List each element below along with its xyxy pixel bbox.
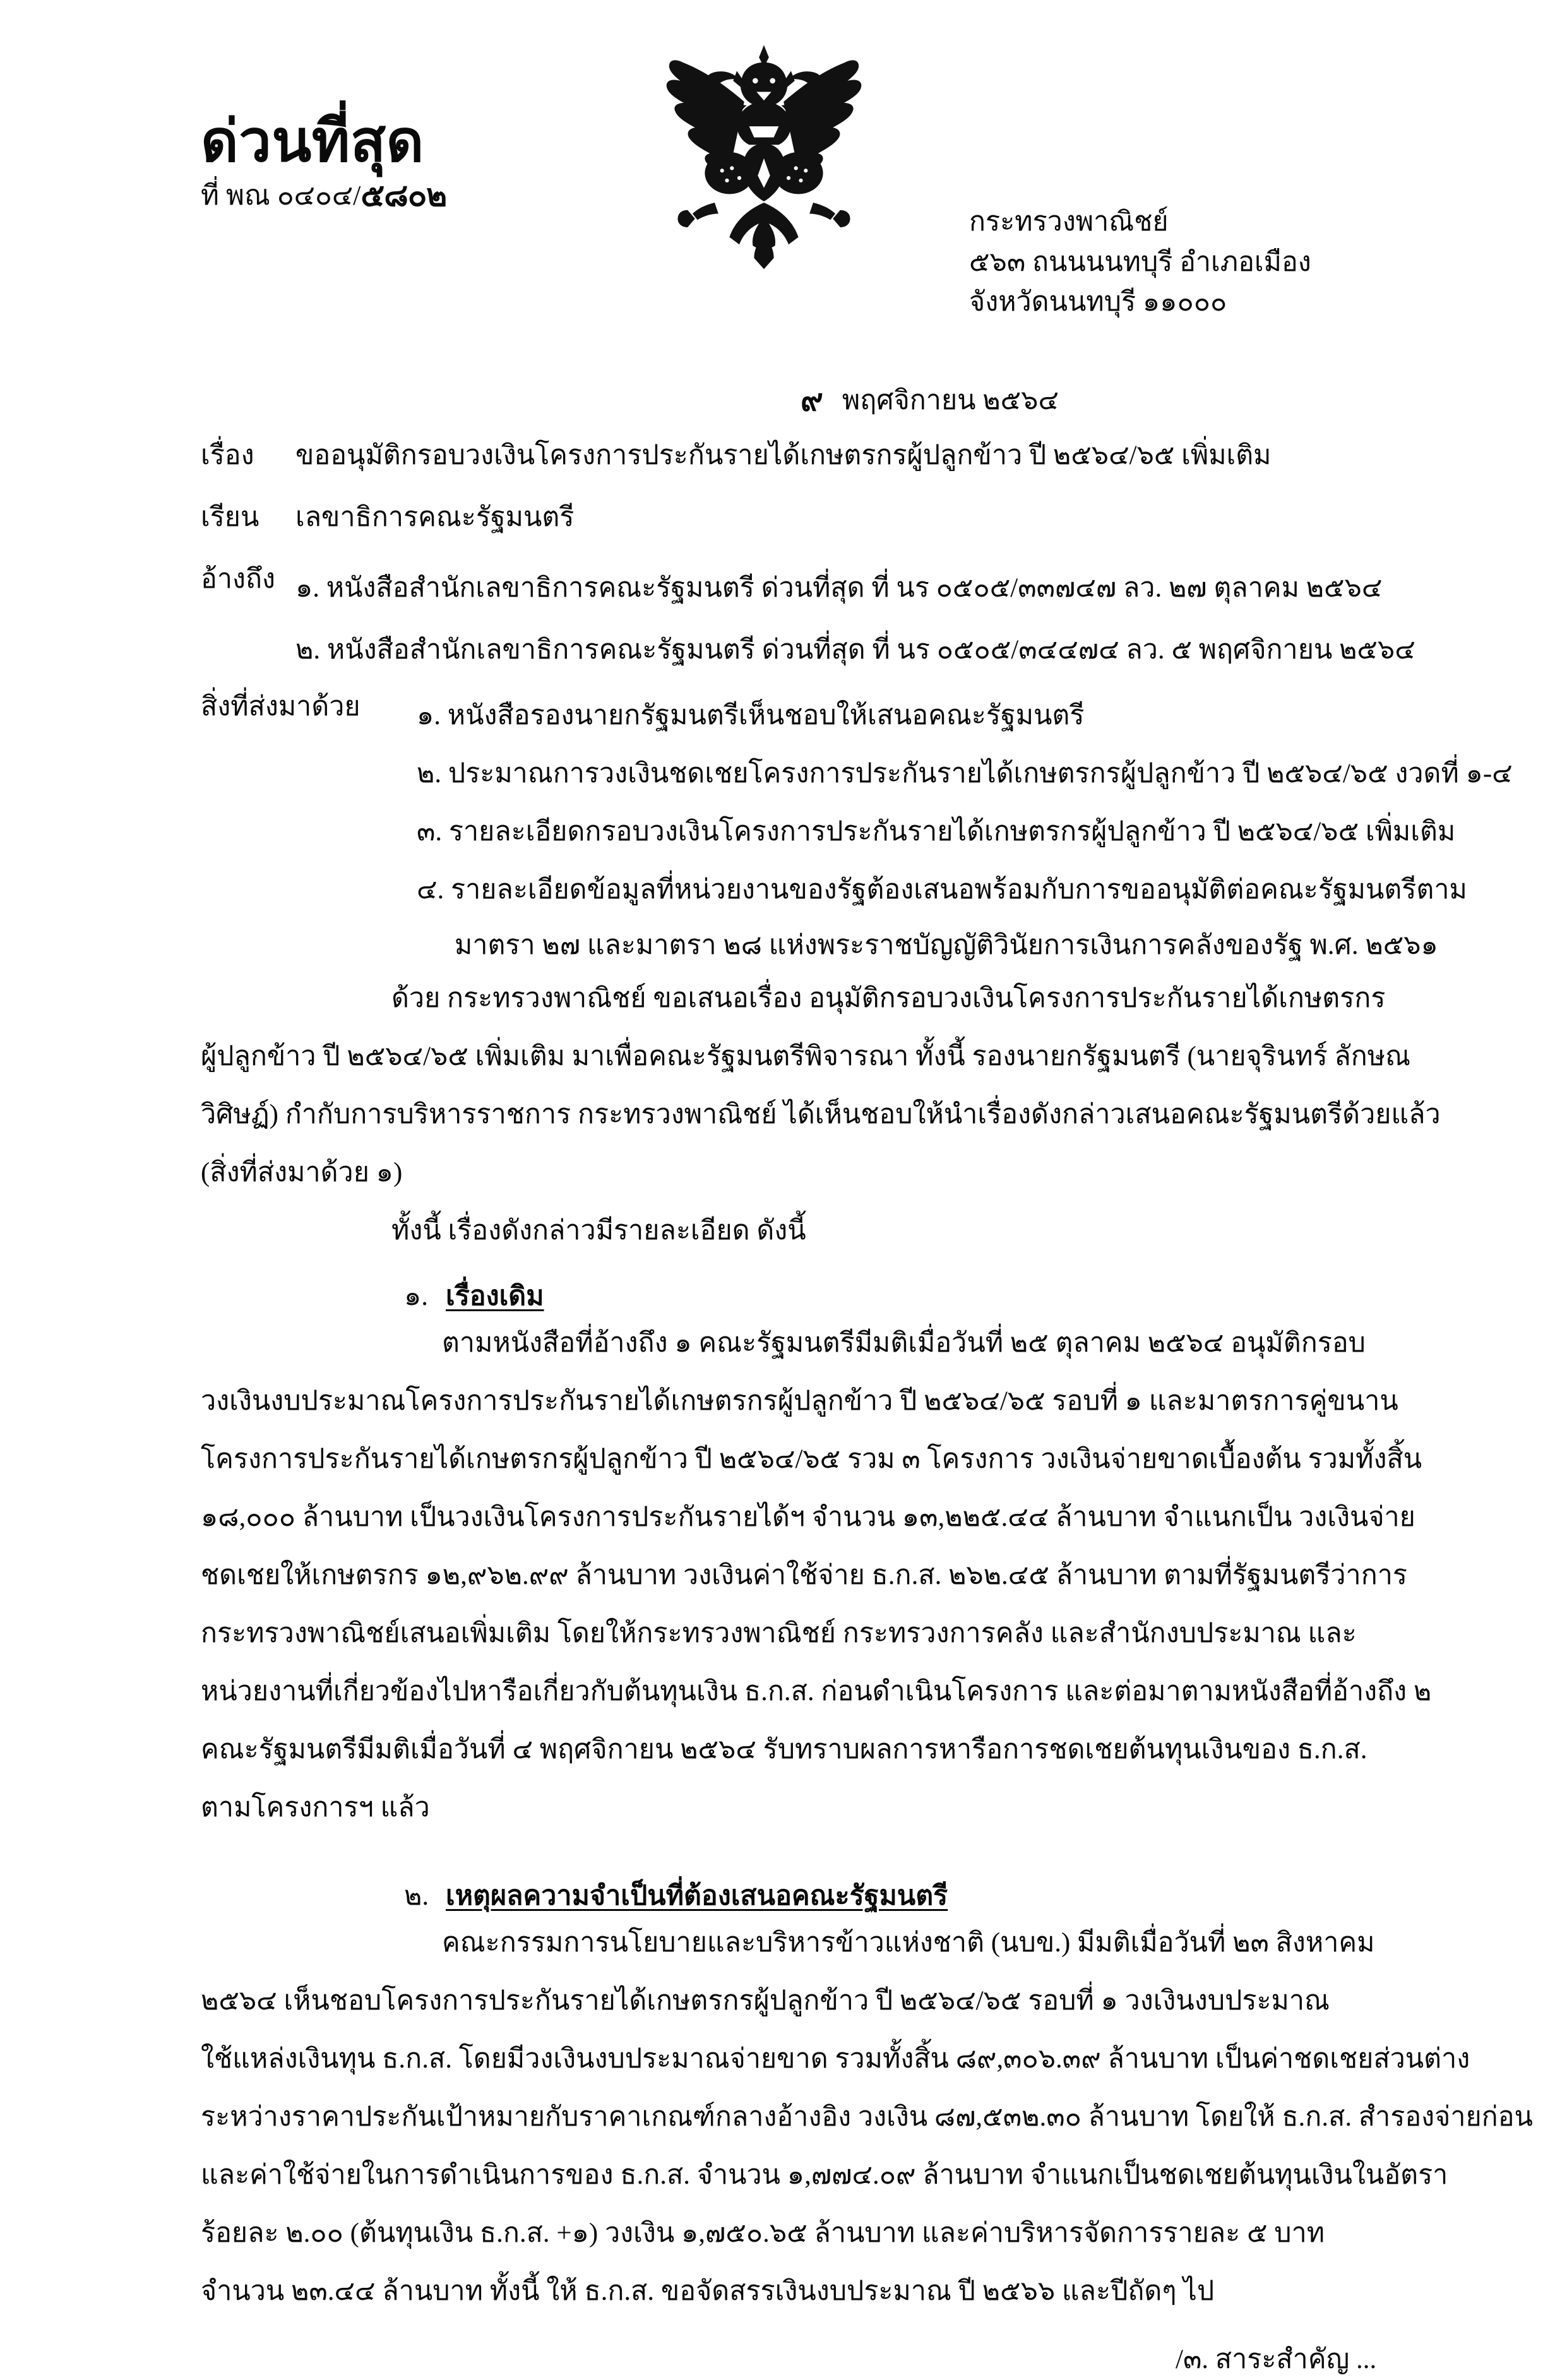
section-title: เรื่องเดิม [446,1282,544,1311]
section1-line: ชดเชยให้เกษตรกร ๑๒,๙๖๒.๙๙ ล้านบาท วงเงินค่าใช้จ่าย ธ.ก.ส. ๒๖๒.๔๕ ล้านบาท ตามที่รัฐมนตรีว่าการ [201,1561,1407,1590]
section-number: ๒. [404,1881,429,1911]
attachment-item: ๒. ประมาณการวงเงินชดเชยโครงการประกันรายได้เกษตรกรผู้ปลูกข้าว ปี ๒๕๖๔/๖๕ งวดที่ ๑-๔ [417,759,1513,788]
section2-line: ๒๕๖๔ เห็นชอบโครงการประกันรายได้เกษตรกรผู้ปลูกข้าว ปี ๒๕๖๔/๖๕ รอบที่ ๑ วงเงินงบประมาณ [201,1986,1330,2016]
section2-line: จำนวน ๒๓.๔๔ ล้านบาท ทั้งนี้ ให้ ธ.ก.ส. ขอจัดสรรเงินงบประมาณ ปี ๒๕๖๖ และปีถัดๆ ไป [201,2276,1215,2306]
document-date [801,374,1059,423]
section-heading-1 [404,1274,544,1317]
intro-line: ด้วย กระทรวงพาณิชย์ ขอเสนอเรื่อง อนุมัติกรอบวงเงินโครงการประกันรายได้เกษตรกร [391,984,1386,1013]
section2-line: คณะกรรมการนโยบายและบริหารข้าวแห่งชาติ (นบข.) มีมติเมื่อวันที่ ๒๓ สิงหาคม [442,1928,1375,1958]
attachments-label: สิ่งที่ส่งมาด้วย [201,692,360,722]
sender-address [969,202,1311,323]
section2-line: ร้อยละ ๒.๐๐ (ต้นทุนเงิน ธ.ก.ส. +๑) วงเงิน ๑,๗๕๐.๖๕ ล้านบาท และค่าบริหารจัดการรายละ ๕ บาท [201,2218,1325,2248]
references-label: อ้างถึง [201,564,275,594]
subject-row [201,442,1272,469]
intro-line: ผู้ปลูกข้าว ปี ๒๕๖๔/๖๕ เพิ่มเติม มาเพื่อคณะรัฐมนตรีพิจารณา ทั้งนี้ รองนายกรัฐมนตรี (นายจุรินทร์ ลักษณ [201,1042,1411,1071]
section1-line: ตามหนังสือที่อ้างถึง ๑ คณะรัฐมนตรีมีมติเมื่อวันที่ ๒๕ ตุลาคม ๒๕๖๔ อนุมัติกรอบ [442,1328,1366,1358]
address-street: ๕๖๓ ถนนนนทบุรี อำเภอเมือง [969,247,1311,277]
section1-line: ตามโครงการฯ แล้ว [201,1793,430,1823]
reference-item: ๒. หนังสือสำนักเลขาธิการคณะรัฐมนตรี ด่วนที่สุด ที่ นร ๐๕๐๕/๓๔๔๗๔ ลว. ๕ พฤศจิกายน ๒๕๖๔ [295,635,1415,665]
document-number [201,176,605,212]
intro-line: (สิ่งที่ส่งมาด้วย ๑) [201,1158,403,1187]
section1-line: กระทรวงพาณิชย์เสนอเพิ่มเติม โดยให้กระทรวงพาณิชย์ กระทรวงการคลัง และสำนักงบประมาณ และ [201,1619,1357,1648]
attachment-item: ๓. รายละเอียดกรอบวงเงินโครงการประกันรายได้เกษตรกรผู้ปลูกข้าว ปี ๒๕๖๔/๖๕ เพิ่มเติม [417,817,1456,847]
recipient-value: เลขาธิการคณะรัฐมนตรี [295,503,575,532]
section2-line: ใช้แหล่งเงินทุน ธ.ก.ส. โดยมีวงเงินงบประมาณจ่ายขาด รวมทั้งสิ้น ๘๙,๓๐๖.๓๙ ล้านบาท เป็นค่าชดเชยส่วนต่าง [201,2044,1470,2074]
attachment-item-continued: มาตรา ๒๗ และมาตรา ๒๘ แห่งพระราชบัญญัติวินัยการเงินการคลังของรัฐ พ.ศ. ๒๕๖๑ [455,931,1438,960]
recipient-row [201,504,574,531]
page-catchword: /๓. สาระสำคัญ ... [1176,2345,1377,2374]
intro-line: วิศิษฏ์) กำกับการบริหารราชการ กระทรวงพาณิชย์ ได้เห็นชอบให้นำเรื่องดังกล่าวเสนอคณะรัฐมนตรีด้วยแล้ว [201,1100,1441,1129]
document-number-prefix: ที่ พณ ๐๔๐๔/ [201,179,361,211]
section2-line: ระหว่างราคาประกันเป้าหมายกับราคาเกณฑ์กลางอ้างอิง วงเงิน ๘๗,๕๓๒.๓๐ ล้านบาท โดยให้ ธ.ก.ส. สำรองจ่ายก่อน [201,2102,1533,2132]
address-ministry: กระทรวงพาณิชย์ [969,207,1169,237]
garuda-emblem [638,30,890,277]
section1-line: คณะรัฐมนตรีมีมติเมื่อวันที่ ๔ พฤศจิกายน ๒๕๖๔ รับทราบผลการหารือการชดเชยต้นทุนเงินของ ธ.ก.ส. [201,1735,1367,1764]
urgency-label: ด่วนที่สุด [201,109,424,174]
section-heading-2 [404,1874,948,1917]
date-month-year: พฤศจิกายน ๒๕๖๔ [842,386,1059,415]
section1-line: วงเงินงบประมาณโครงการประกันรายได้เกษตรกรผู้ปลูกข้าว ปี ๒๕๖๔/๖๕ รอบที่ ๑ และมาตรการคู่ขนาน [201,1386,1398,1416]
document-number-value: ๕๘๐๒ [360,176,447,213]
section-number: ๑. [404,1282,429,1311]
recipient-label: เรียน [201,503,259,532]
section-title: เหตุผลความจำเป็นที่ต้องเสนอคณะรัฐมนตรี [446,1881,948,1911]
urgency-block [201,109,605,213]
reference-item: ๑. หนังสือสำนักเลขาธิการคณะรัฐมนตรี ด่วนที่สุด ที่ นร ๐๕๐๕/๓๓๗๔๗ ลว. ๒๗ ตุลาคม ๒๕๖๔ [295,573,1383,603]
address-province: จังหวัดนนทบุรี ๑๑๐๐๐ [969,287,1227,318]
date-day: ๙ [801,383,823,417]
section2-line: และค่าใช้จ่ายในการดำเนินการของ ธ.ก.ส. จำนวน ๑,๗๗๔.๐๙ ล้านบาท จำแนกเป็นชดเชยต้นทุนเงินในอัตรา [201,2160,1448,2190]
subject-value: ขออนุมัติกรอบวงเงินโครงการประกันรายได้เกษตรกรผู้ปลูกข้าว ปี ๒๕๖๔/๖๕ เพิ่มเติม [295,441,1272,470]
attachment-item: ๔. รายละเอียดข้อมูลที่หน่วยงานของรัฐต้องเสนอพร้อมกับการขออนุมัติต่อคณะรัฐมนตรีตาม [417,875,1467,905]
details-lead: ทั้งนี้ เรื่องดังกล่าวมีรายละเอียด ดังนี้ [391,1216,806,1246]
section1-line: หน่วยงานที่เกี่ยวข้องไปหารือเกี่ยวกับต้นทุนเงิน ธ.ก.ส. ก่อนดำเนินโครงการ และต่อมาตามหนังสือที่อ้างถึง ๒ [201,1677,1432,1706]
attachment-item: ๑. หนังสือรองนายกรัฐมนตรีเห็นชอบให้เสนอคณะรัฐมนตรี [417,701,1085,730]
subject-label: เรื่อง [201,441,254,470]
section1-line: โครงการประกันรายได้เกษตรกรผู้ปลูกข้าว ปี ๒๕๖๔/๖๕ รวม ๓ โครงการ วงเงินจ่ายขาดเบื้องต้น รวมทั้งสิ้น [201,1444,1422,1474]
section1-line: ๑๘,๐๐๐ ล้านบาท เป็นวงเงินโครงการประกันรายได้ฯ จำนวน ๑๓,๒๒๕.๔๔ ล้านบาท จำแนกเป็น วงเงินจ่าย [201,1502,1415,1532]
